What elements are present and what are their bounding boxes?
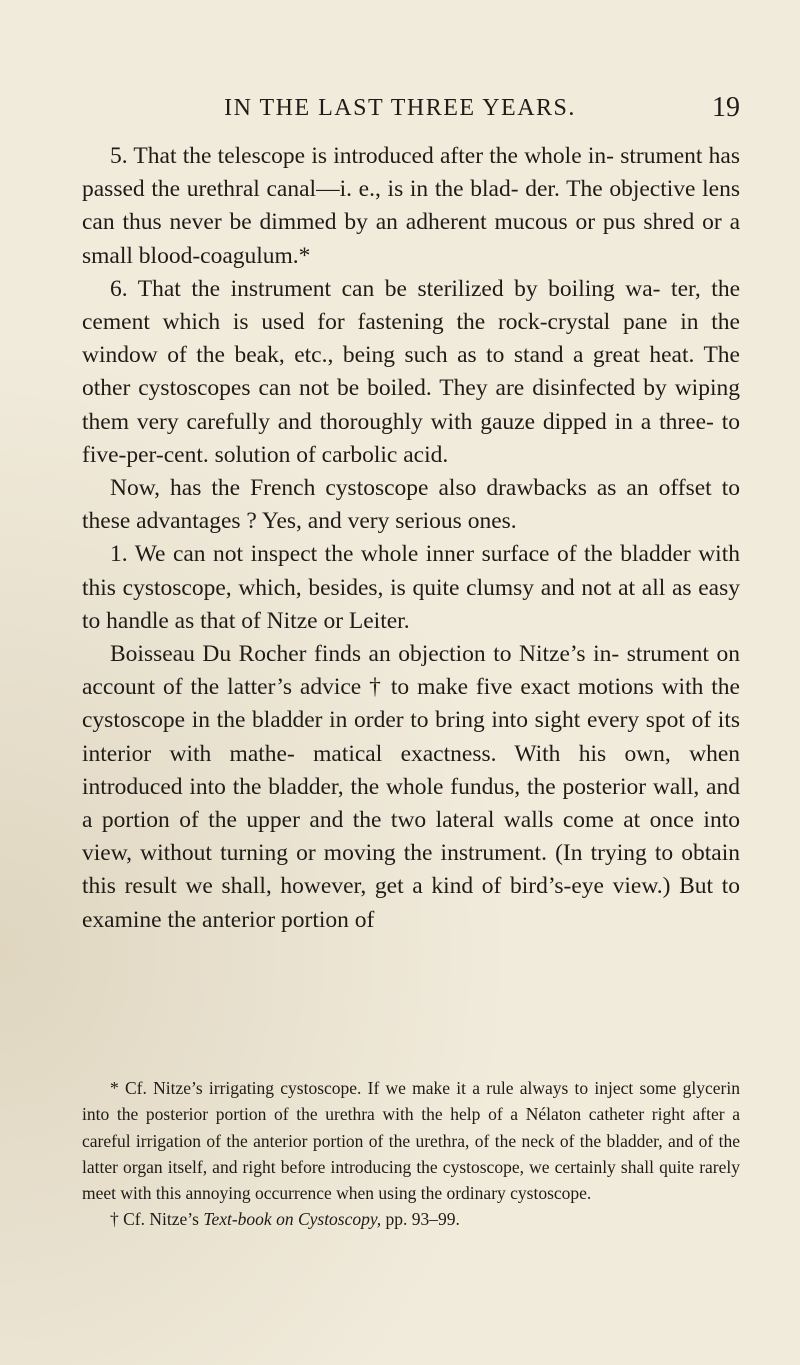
footnote-dagger-prefix: † Cf. Nitze’s [110,1209,204,1230]
running-title: IN THE LAST THREE YEARS. [224,95,576,121]
paragraph-point-5: 5. That the telescope is introduced after the whole in- strument has passed the urethral canal—i. e., is in the blad- der. The objective lens can thus never be dimmed by an adherent mucous or pus shred or a small blood-coagulum.* [82,143,740,269]
footnote-book-title: Text-book on Cystoscopy, [203,1209,382,1230]
paragraph-drawbacks: Now, has the French cystoscope also drawbacks as an offset to these advantages ? Yes, and very serious ones. [82,475,740,535]
footnotes [82,1075,740,1233]
paragraph-boisseau: Boisseau Du Rocher finds an objection to Nitze’s in- strument on account of the latter’s advice † to make five exact motions with the cystoscope in the bladder in order to bring into sight every spot of its interior with mathe- matical exactness. With his own, when introduced into the bladder, the whole fundus, the posterior wall, and a portion of the upper and the two lateral walls come at once into view, without turning or moving the instrument. (In trying to obtain this result we shall, however, get a kind of bird’s-eye view.) But to examine the anterior portion of [82,641,740,933]
paragraph-point-1: 1. We can not inspect the whole inner surface of the bladder with this cystoscope, which, besides, is quite clumsy and not at all as easy to handle as that of Nitze or Leiter. [82,541,740,634]
footnote-asterisk: * Cf. Nitze’s irrigating cystoscope. If we make it a rule always to inject some glycerin into the posterior portion of the urethra with the help of a Nélaton catheter right after a careful irrigation of the anterior portion of the urethra, of the neck of the bladder, and of the latter organ itself, and right before introducing the cystoscope, we certainly shall quite rarely meet with this annoying occurrence when using the ordinary cystoscope. [82,1078,740,1204]
page-number: 19 [712,92,740,123]
body-text [82,140,740,937]
footnote-dagger [82,1206,740,1232]
footnote-dagger-pages: pp. 93–99. [381,1209,460,1230]
running-head [60,88,740,128]
paragraph-point-6: 6. That the instrument can be sterilized by boiling wa- ter, the cement which is used for fastening the rock-crystal pane in the window of the beak, etc., being such as to stand a great heat. The other cystoscopes can not be boiled. They are disinfected by wiping them very carefully and thoroughly with gauze dipped in a three- to five-per-cent. solution of carbolic acid. [82,275,740,468]
